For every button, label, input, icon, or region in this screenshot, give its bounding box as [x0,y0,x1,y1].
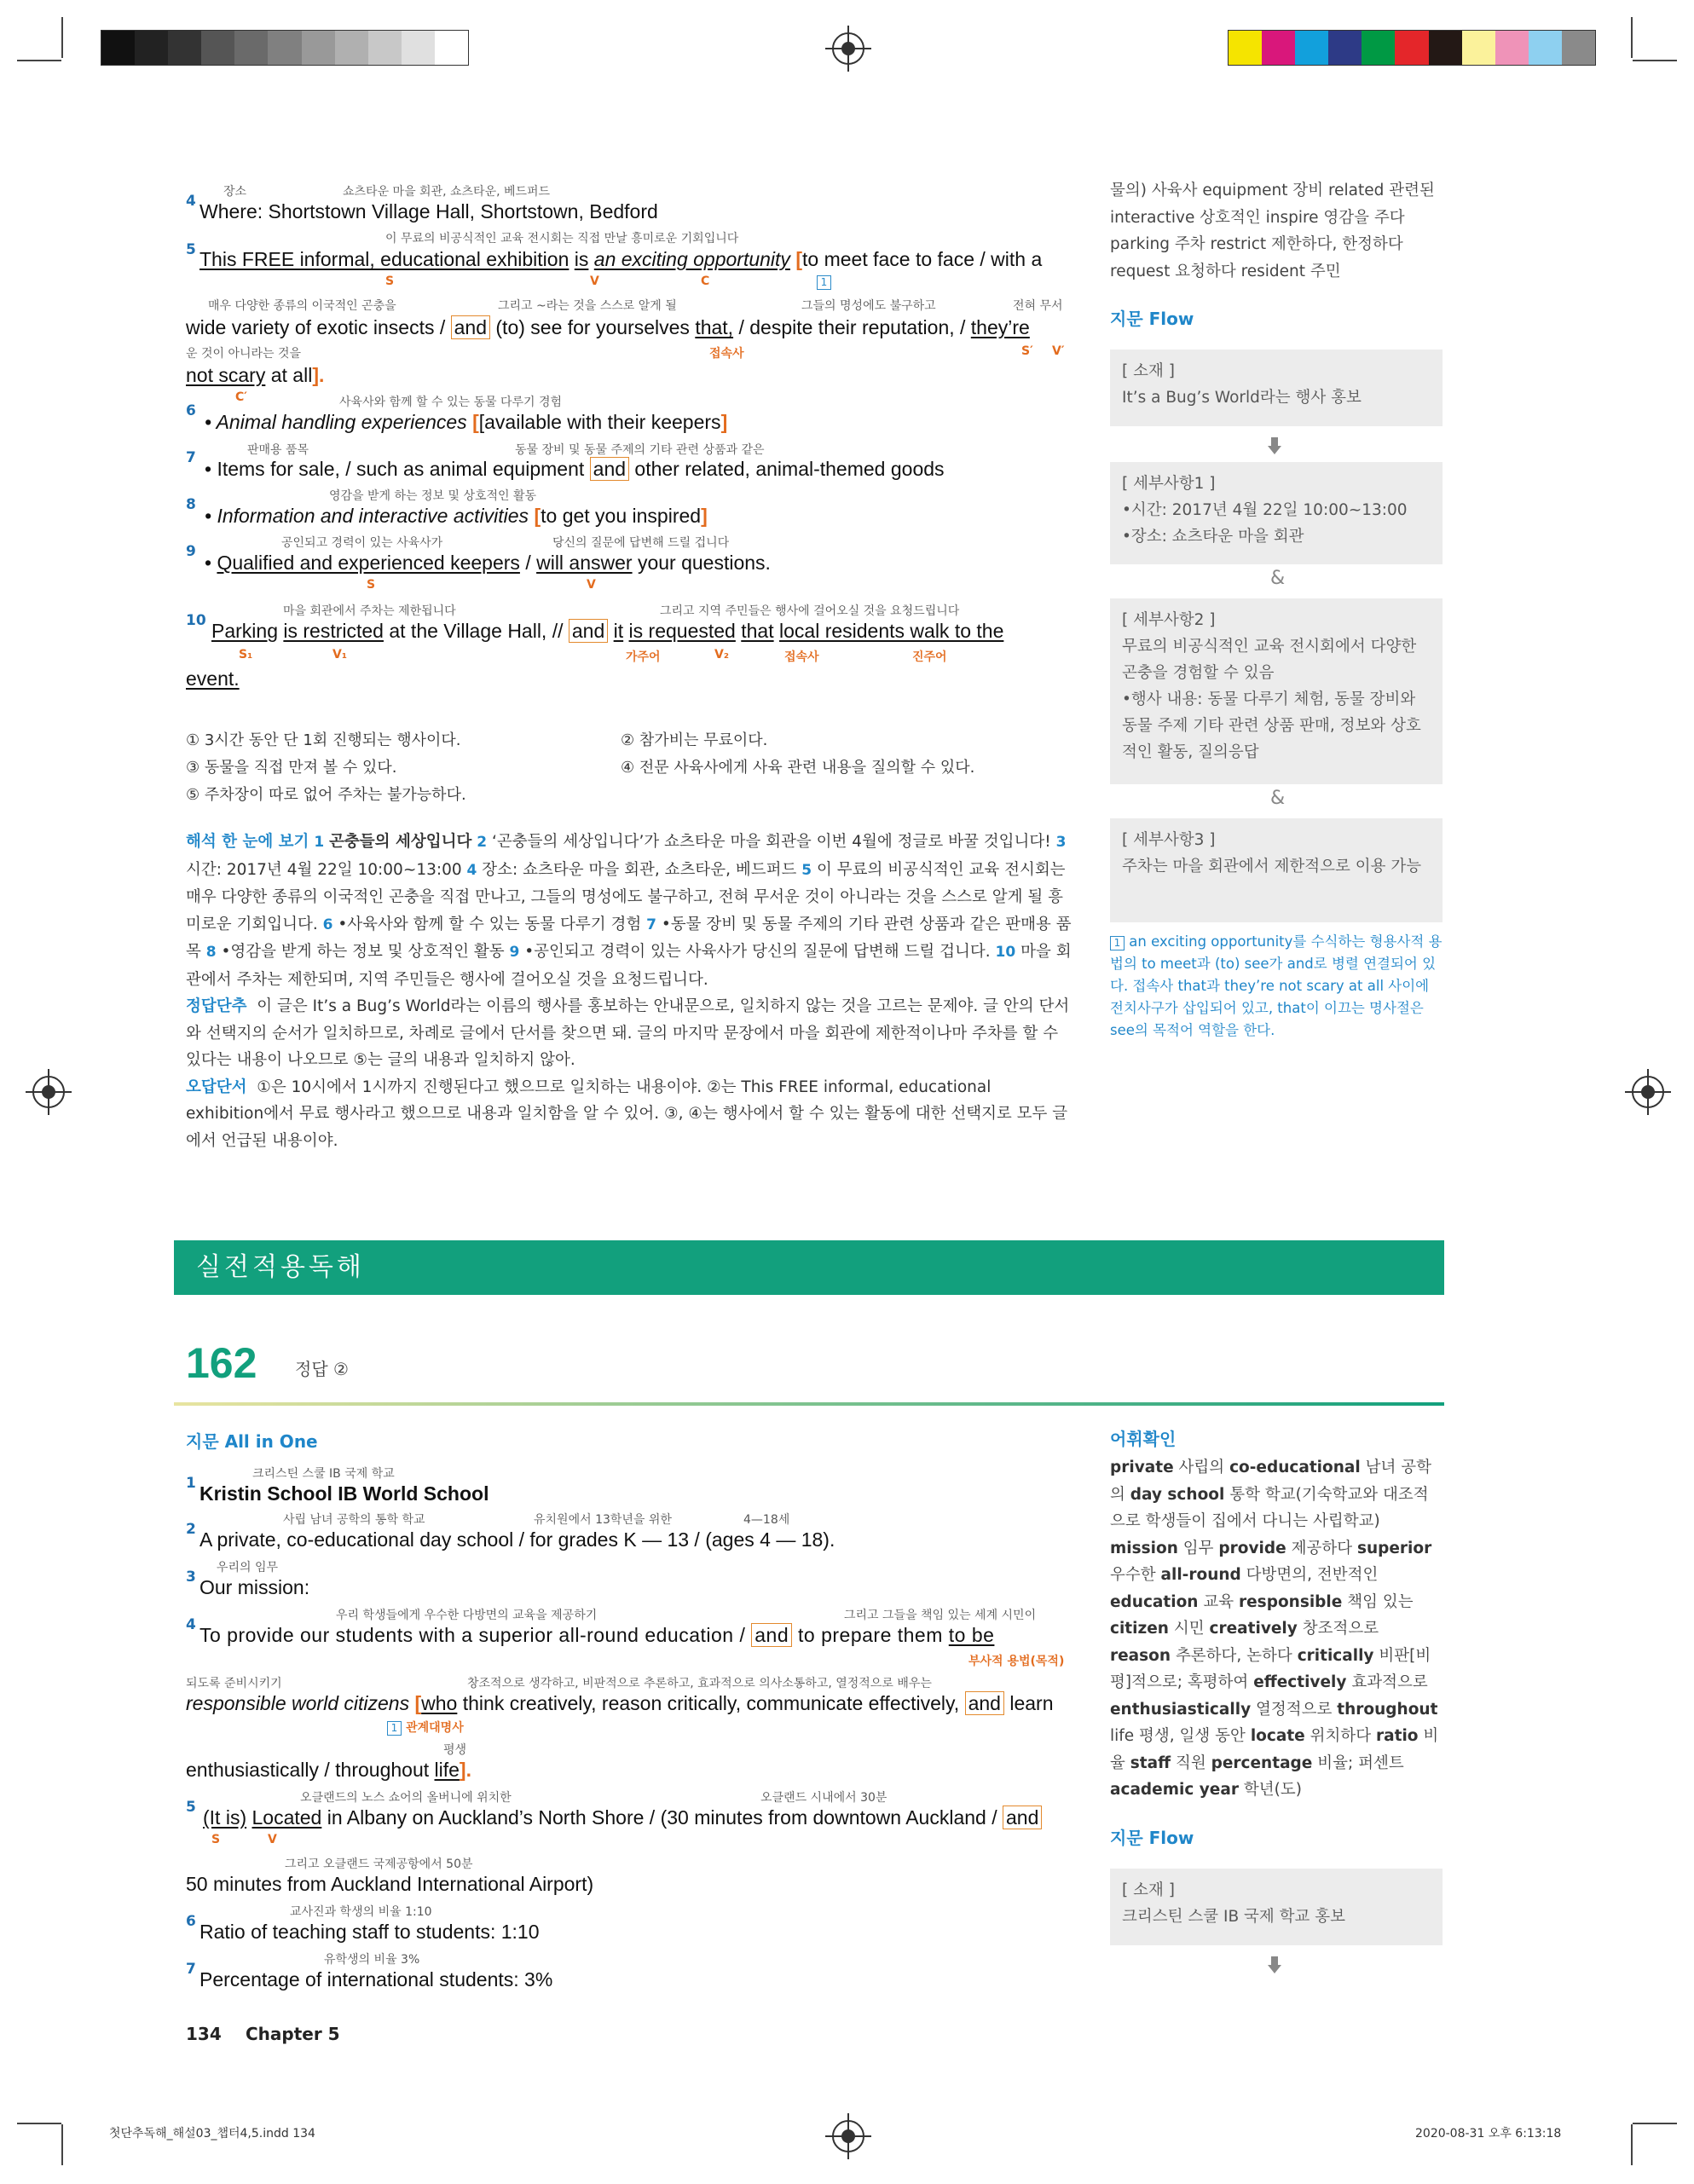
vocab-word: enthusiastically [1110,1700,1252,1719]
sentence [205,410,727,434]
gloss: 장소 [223,185,247,199]
verb: is [574,248,589,270]
registration-mark [832,2120,864,2152]
sentence [186,1758,471,1782]
wrong-explanation [186,1074,1072,1155]
answer-label: 정답 ② [295,1359,349,1379]
phrase: To provide our students with a superior all-round education / [199,1624,746,1646]
real-subject: local residents walk to the [779,620,1004,642]
gloss: 마을 회관에서 주차는 제한됩니다 [283,604,456,618]
conjunction-box: and [590,457,629,481]
vocab-meaning: 책임 있는 [1347,1592,1414,1611]
grammar-note-inline [387,1719,464,1736]
grammar-label: S′ [1021,344,1033,358]
translation-text: •영감을 받게 하는 정보 및 상호적인 활동 [221,943,505,961]
registration-mark [832,32,864,65]
vocab-continued: 물의) 사육사 equipment 장비 related 관련된 interactive 상호적인 inspire 영감을 주다 parking 주차 restrict 제한하다, 한정하다 request 요청하다 resident 주민 [1110,182,1435,280]
gloss: 판매용 품목 [247,443,309,457]
sentence-number: 9 [186,543,196,560]
grammar-label: C [701,274,710,288]
subject: (It is) [203,1806,247,1829]
vocab-meaning: 열정적으로 [1256,1700,1333,1719]
gloss: 교사진과 학생의 비율 1:10 [290,1905,432,1919]
sentence: A private, co-educational day school / for grades K — 13 / (ages 4 — 18). [199,1528,835,1551]
vocab-meaning: 학년(도) [1243,1781,1302,1799]
sentence-number: 8 [186,496,196,513]
crop-mark [17,60,61,61]
gloss: 오클랜드의 노스 쇼어의 올버니에 위치한 [300,1791,512,1805]
bracket: ] [720,411,728,433]
gloss: 공인되고 경력이 있는 사육사가 [281,536,443,550]
vocab-meaning: 교육 [1203,1592,1234,1611]
gloss: 그리고 그들을 책임 있는 세계 시민이 [844,1609,1037,1622]
sentence-number: 7 [186,449,196,466]
gloss: 오클랜드 시내에서 30분 [760,1791,887,1805]
sentence [186,667,240,690]
vocab-word: reason [1110,1646,1171,1665]
flow-box-topic [1110,350,1443,426]
sentence: Percentage of international students: 3% [199,1968,553,1990]
infinitive: to be [948,1624,995,1646]
vocab-word: superior [1356,1539,1432,1557]
vocab-word: critically [1297,1646,1374,1665]
vocab-word: responsible [1239,1592,1343,1611]
vocab-meaning: 남녀 공학의 [1110,1459,1431,1504]
translation-text: •사육사와 함께 할 수 있는 동물 다루기 경험 [338,915,642,933]
gloss: 되도록 준비시키기 [186,1677,282,1690]
grammar-label: V [590,274,599,288]
phrase: • Animal handling experiences [205,411,467,433]
grammar-label: 접속사 [709,347,744,361]
phrase: to get you inspired [541,505,702,527]
option-2[interactable]: ② 참가비는 무료이다. [621,731,768,749]
flow-title: 지문 Flow [1110,309,1194,329]
sentence [199,1623,994,1647]
vocab-meaning: 제공하다 [1291,1539,1353,1557]
wrong-title: 오답단서 [186,1078,247,1096]
sentence-number: 3 [186,1569,196,1586]
gloss: 우리의 임무 [217,1561,279,1574]
conjunction-box: and [751,1623,792,1647]
gloss: 동물 장비 및 동물 주제의 기타 관련 상품과 같은 [515,443,765,457]
gloss: 사육사와 함께 할 수 있는 동물 다루기 경험 [339,396,563,409]
vocab-meaning: 사립의 [1178,1459,1225,1476]
conjunction-box: and [569,619,608,643]
vocab-meaning: 직원 [1175,1754,1206,1772]
phrase: in Albany on Auckland’s North Shore / (30 minutes from downtown Auckland / [327,1806,997,1829]
translation-text: ‘곤충들의 세상입니다’가 쇼츠타운 마을 회관을 이번 4월에 정글로 바꿀 것입니다! [491,833,1051,851]
complement: an exciting opportunity [593,248,790,270]
flow-box-text: It’s a Bug’s World라는 행사 홍보 [1122,389,1362,407]
flow-box-title: [ 세부사항3 ] [1122,831,1216,849]
grammar-label: 진주어 [912,650,947,664]
conjunction-box: and [1003,1806,1042,1829]
bracket: [ [795,248,802,270]
sentence [203,1806,1042,1829]
vocab-meaning: life 평생, 일생 동안 [1110,1727,1246,1745]
bracket: [ [414,1692,422,1714]
vocab-word: percentage [1211,1754,1313,1772]
down-arrow-icon [1268,446,1281,454]
object: your questions. [637,552,771,574]
sentence-number: 4 [186,193,196,210]
grammar-label: C′ [235,390,247,404]
option-1[interactable]: ① 3시간 동안 단 1회 진행되는 행사이다. [186,731,461,749]
answer-text: 이 글은 It’s a Bug’s World라는 이름의 행사를 홍보하는 안내문으로, 일치하지 않는 것을 고르는 문제야. 글 안의 단서와 선택지의 순서가 일치하므로, 차례로 글에서 단서를 찾으면 돼. 글의 마지막 문장에서 마을 회관에 제한적이나마 주차를 할 수 있다는 내용이 나오므로 ⑤는 글의 내용과 일치하지 않아. [186,997,1070,1069]
sentence-number: 7 [186,1961,196,1978]
verb: will answer [536,552,633,574]
flow-box-detail1 [1110,462,1443,564]
flow-box-detail2 [1110,598,1443,784]
vocab-word: all-round [1160,1566,1241,1584]
vocab-meaning: 다방면의, 전반적인 [1246,1566,1379,1584]
phrase: responsible world citizens [186,1692,410,1714]
note-icon: 1 [817,275,831,290]
down-arrow-icon [1268,1965,1281,1973]
gloss: 그리고 지역 주민들은 행사에 걸어오실 것을 요청드립니다 [660,604,960,618]
conjunction-box: and [965,1691,1004,1715]
phrase: at all [270,364,313,386]
chapter-label: Chapter 5 [246,2024,340,2044]
word: life [434,1759,460,1781]
gloss: 영감을 받게 하는 정보 및 상호적인 활동 [329,489,537,503]
grammar-label: 관계대명사 [406,1721,464,1735]
translation-text: 장소: 쇼츠타운 마을 회관, 쇼츠타운, 베드퍼드 [482,860,797,879]
file-info: 첫단추독해_해설03_챕터4,5.indd 134 [109,2127,315,2141]
relative-pronoun: who [421,1692,458,1714]
gloss: 사립 남녀 공학의 통학 학교 [283,1513,425,1527]
note-icon: 1 [1110,936,1125,950]
explanation [186,829,1072,1154]
grammar-note-text: an exciting opportunity를 수식하는 형용사적 용법의 to meet과 (to) see가 and로 병렬 연결되어 있다. 접속사 that과 they’re not scary at all 사이에 전치사구가 삽입되어 있고, that이 이끄는 명사절은 see의 목적어 역할을 한다. [1110,933,1443,1038]
vocab-word: effectively [1253,1673,1347,1691]
slash: / [525,552,531,574]
sentence: 50 minutes from Auckland International Airport) [186,1873,594,1895]
phrase: [available with their keepers [478,411,721,433]
clause-subject: they’re [970,316,1030,338]
phrase: • Information and interactive activities [205,505,529,527]
flow-box-text: •장소: 쇼츠타운 마을 회관 [1122,528,1304,546]
clause-complement: not scary [186,364,266,386]
flow-box-detail3 [1110,818,1443,922]
sentence: Kristin School IB World School [199,1482,489,1505]
crop-mark [1631,17,1633,58]
print-date: 2020-08-31 오후 6:13:18 [1415,2127,1562,2141]
option-3[interactable]: ③ 동물을 직접 만져 볼 수 있다. [186,759,397,777]
bullet: • [205,552,217,574]
option-4[interactable]: ④ 전문 사육사에게 사육 관련 내용을 질의할 수 있다. [621,759,975,777]
grammar-label: V [587,578,596,592]
crop-mark [1633,2123,1677,2124]
translation-text: 마을 회관에서 주차는 제한되며, 지역 주민들은 행사에 걸어오실 것을 요청드립니다. [186,943,1072,989]
note-icon: 1 [387,1721,402,1736]
sentence [186,363,324,387]
vocab-word: academic year [1110,1781,1239,1799]
conjunction: that, [695,316,734,338]
gloss: 이 무료의 비공식적인 교육 전시회는 직접 만날 흥미로운 기회입니다 [385,232,739,246]
gloss: 우리 학생들에게 우수한 다방면의 교육을 제공하기 [336,1609,598,1622]
translation-text: 곤충들의 세상입니다 [329,833,472,851]
phrase: to prepare them [798,1624,943,1646]
phrase: • Items for sale, / such as animal equipment [205,458,585,480]
vocab-meaning: 통학 학교(기숙학교와 대조적으로 학생들이 집에서 다니는 사립학교) [1110,1485,1429,1530]
grammar-label: V [268,1833,277,1846]
conjunction: that [741,620,774,642]
grammar-label: 부사적 용법(목적) [968,1655,1065,1668]
vocab-meaning: 시민 [1173,1620,1205,1638]
sentence: Ratio of teaching staff to students: 1:10 [199,1921,540,1943]
flow-box-text: 무료의 비공식적인 교육 전시회에서 다양한 곤충을 경험할 수 있음 [1122,638,1417,682]
flow-box-title: [ 소재 ] [1122,362,1175,380]
phrase: learn [1009,1692,1054,1714]
vocab-word: staff [1130,1754,1171,1772]
vocab-meaning: 우수한 [1110,1566,1156,1584]
phrase: think creatively, reason critically, communicate effectively, [462,1692,960,1714]
gloss: 유학생의 비율 3% [324,1953,420,1967]
translation-text: 시간: 2017년 4월 22일 10:00~13:00 [186,860,462,879]
gloss: 4—18세 [743,1513,790,1527]
flow-box-text: •시간: 2017년 4월 22일 10:00~13:00 [1122,501,1408,519]
section-banner: 실전적용독해 [174,1240,1444,1295]
vocab-meaning: 창조적으로 [1302,1620,1379,1638]
vocab-meaning: 비판[비평]적으로; 혹평하여 [1110,1646,1431,1691]
flow-box-topic [1110,1869,1443,1945]
ampersand: & [1270,788,1286,809]
grammar-label: V₂ [714,648,729,662]
sentence-number: 1 [186,1475,196,1492]
sentence-number: 6 [186,402,196,419]
vocab-meaning: 비율; 퍼센트 [1317,1754,1404,1772]
vocab-word: day school [1130,1485,1225,1504]
dummy-subject: it [613,620,624,642]
vocab-word: co-educational [1229,1459,1361,1476]
verb: is restricted [283,620,384,642]
flow-box-text: 크리스틴 스쿨 IB 국제 학교 홍보 [1122,1908,1346,1926]
bracket: ] [701,505,708,527]
crop-mark [61,2124,63,2165]
answer-explanation [186,993,1072,1074]
vocab-meaning: 위치하다 [1310,1727,1372,1745]
grammar-label: V′ [1052,344,1065,358]
sentence-number: 10 [186,612,206,629]
vocab-meaning: 추론하다, 논하다 [1175,1646,1292,1665]
gloss: 창조적으로 생각하고, 비판적으로 추론하고, 효과적으로 의사소통하고, 열정적으로 배우는 [467,1677,932,1690]
all-in-one-title: 지문 All in One [186,1431,318,1452]
gloss: 당신의 질문에 답변해 드릴 겁니다 [552,536,730,550]
sentence [205,551,771,575]
vocab-word: throughout [1337,1700,1438,1719]
sentence-number: 2 [186,1521,196,1538]
page-number: 134 [186,2024,222,2044]
crop-mark [61,17,63,58]
sentence [199,247,1042,271]
flow-box-title: [ 세부사항2 ] [1122,611,1216,629]
vocab-word: provide [1218,1539,1286,1557]
grammar-label: V₁ [332,648,347,662]
flow-box-title: [ 소재 ] [1122,1881,1175,1899]
question-number: 162 [186,1339,257,1387]
flow-box-title: [ 세부사항1 ] [1122,475,1216,493]
sentence: Our mission: [199,1576,310,1598]
vocab-meaning: 효과적으로 [1351,1673,1428,1691]
grammar-note [1110,931,1443,1042]
flow-box-text: •행사 내용: 동물 다루기 체험, 동물 장비와 동물 주제 기타 관련 상품 판매, 정보와 상호적인 활동, 질의응답 [1122,690,1421,761]
vocab-word: locate [1250,1727,1305,1745]
sentence-number: 5 [186,1799,196,1816]
translation-text: •공인되고 경력이 있는 사육사가 당신의 질문에 답변해 드릴 겁니다. [524,943,991,961]
grammar-label: 가주어 [626,650,661,664]
gloss: 유치원에서 13학년을 위한 [534,1513,672,1527]
grammar-label: S [367,578,376,592]
grammar-label: 접속사 [784,650,819,664]
sentence [211,619,1003,643]
vocab-word: education [1110,1592,1199,1611]
phrase: at the Village Hall, // [389,620,564,642]
flow-box-text: 주차는 마을 회관에서 제한적으로 이용 가능 [1122,858,1422,875]
translation-text: 이 무료의 비공식적인 교육 전시회는 매우 다양한 종류의 이국적인 곤충을 직접 만나고, 그들의 명성에도 불구하고, 전혀 무서운 것이 아니라는 것을 스스로 알게 될 흥미로운 기회입니다. [186,860,1066,933]
gloss: 전혀 무서 [1013,299,1063,313]
vocab-meaning: 비율 [1110,1727,1439,1772]
sentence [186,1691,1054,1715]
sentence [205,504,708,528]
word: event. [186,667,240,690]
gloss: 운 것이 아니라는 것을 [186,347,302,361]
conjunction-box: and [451,315,490,339]
gloss: 쇼츠타운 마을 회관, 쇼츠타운, 베드퍼드 [343,185,551,199]
sentence [186,315,1030,339]
bracket: [ [472,411,479,433]
verb: Located [251,1806,322,1829]
vocab-list [1110,1454,1443,1804]
registration-mark [32,1076,65,1108]
wrong-text: ①은 10시에서 1시까지 진행된다고 했으므로 일치하는 내용이야. ②는 This FREE informal, educational exhibition에서 무료 행사라고 했으므로 내용과 일치함을 알 수 있어. ③, ④는 행사에서 할 수 있는 활동에 대한 선택지로 모두 글에서 언급된 내용이야. [186,1078,1068,1150]
gloss: 그리고 오클랜드 국제공항에서 50분 [285,1858,473,1871]
phrase: / despite their reputation, / [738,316,966,338]
vocab-meaning: 임무 [1182,1539,1214,1557]
gloss: 매우 다양한 종류의 이국적인 곤충을 [208,299,396,313]
gloss: 그들의 명성에도 불구하고 [801,299,936,313]
subject: This FREE informal, educational exhibition [199,248,569,270]
vocab-word: mission [1110,1539,1178,1557]
translation-text: •동물 장비 및 동물 주제의 기타 관련 상품과 같은 판매용 품목 [186,915,1072,961]
phrase: wide variety of exotic insects / [186,316,446,338]
grammar-label: S₁ [239,648,253,662]
grayscale-color-bar [101,30,469,66]
grammar-label: S [211,1833,221,1846]
phrase: (to) see for yourselves [495,316,690,338]
vocab-word: creatively [1209,1620,1298,1638]
answer-title: 정답단추 [186,997,247,1015]
sentence-number: 6 [186,1913,196,1930]
sentence [205,457,945,481]
registration-mark [1632,1076,1664,1108]
phrase: enthusiastically / throughout [186,1759,430,1781]
vocab-title: 어휘확인 [1110,1429,1177,1449]
subject: Qualified and experienced keepers [217,552,520,574]
subject: Parking [211,620,278,642]
translation-title: 해석 한 눈에 보기 [186,833,309,851]
crop-mark [17,2123,61,2124]
bracket: [ [534,505,541,527]
bracket: ]. [312,364,325,386]
cmyk-color-bar [1228,30,1596,66]
ampersand: & [1270,568,1286,589]
vocab-word: citizen [1110,1620,1169,1638]
phrase: other related, animal-themed goods [634,458,945,480]
crop-mark [1631,2124,1633,2165]
gloss: 크리스틴 스쿨 IB 국제 학교 [252,1467,395,1481]
sentence-number: 5 [186,241,196,258]
translation: 해석 한 눈에 보기 1 곤충들의 세상입니다 2 ‘곤충들의 세상입니다’가 쇼츠타운 마을 회관을 이번 4월에 정글로 바꿀 것입니다! 3 시간: 2017년 4월 22일 10:00~13:00 4 장소: 쇼츠타운 마을 회관, 쇼츠타운, 베드퍼드 5 이 무료의 비공식적인 교육 전시회는 매우 다양한 종류의 이국적인 곤충을 직접 만나고, 그들의 명성에도 불구하고, 전혀 무서운 것이 아니라는 것을 스스로 알게 될 흥미로운 기회입니다. 6 •사육사와 함께 할 수 있는 동물 다루기 경험 7 •동물 장비 및 동물 주제의 기타 관련 상품과 같은 판매용 품목 8 •영감을 받게 하는 정보 및 상호적인 활동 9 •공인되고 경력이 있는 사육사가 당신의 질문에 답변해 드릴 겁니다. 10 마을 회관에서 주차는 제한되며, 지역 주민들은 행사에 걸어오실 것을 요청드립니다. [186,833,1072,989]
crop-mark [1633,60,1677,61]
vocab-word: private [1110,1459,1174,1476]
sentence-number: 4 [186,1616,196,1633]
sentence: Where: Shortstown Village Hall, Shortstown, Bedford [199,200,658,222]
gloss: 평생 [443,1743,467,1757]
verb: is requested [628,620,736,642]
vocab-word: ratio [1376,1727,1419,1745]
bracket: ]. [459,1759,471,1781]
gloss: 그리고 ~라는 것을 스스로 알게 될 [498,299,677,313]
grammar-label: S [385,274,395,288]
phrase: to meet face to face / with a [802,248,1043,270]
divider [174,1402,1444,1406]
option-5[interactable]: ⑤ 주차장이 따로 없어 주차는 불가능하다. [186,786,466,804]
flow-title: 지문 Flow [1110,1828,1194,1848]
